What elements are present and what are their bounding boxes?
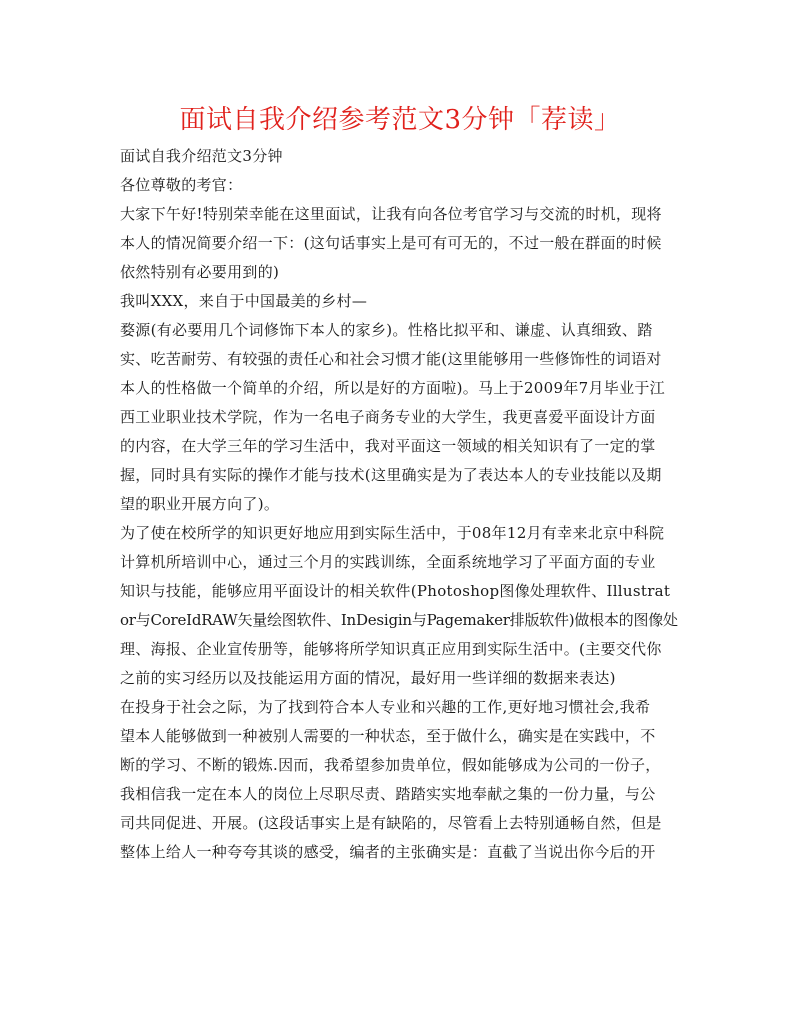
body-line: 的内容，在大学三年的学习生活中，我对平面这一领域的相关知识有了一定的掌 — [120, 437, 656, 455]
body-line: 为了使在校所学的知识更好地应用到实际生活中，于08年12月有幸来北京中科院 — [120, 524, 665, 542]
body-line: 实、吃苦耐劳、有较强的责任心和社会习惯才能(这里能够用一些修饰性的词语对 — [120, 350, 662, 368]
body-line: or与CoreIdRAW矢量绘图软件、InDesigin与Pagemaker排版软件)做根本的图像处 — [120, 611, 678, 629]
body-line: 计算机所培训中心，通过三个月的实践训练，全面系统地学习了平面方面的专业 — [120, 553, 656, 571]
body-line: 理、海报、企业宣传册等，能够将所学知识真正应用到实际生活中。(主要交代你 — [120, 640, 662, 658]
body-line: 本人的情况简要介绍一下：(这句话事实上是可有可无的，不过一般在群面的时候 — [120, 234, 662, 252]
body-line: 面试自我介绍范文3分钟 — [120, 147, 283, 165]
body-line: 依然特别有必要用到的) — [120, 263, 280, 281]
body-line: 之前的实习经历以及技能运用方面的情况，最好用一些详细的数据来表达) — [120, 669, 616, 687]
document-body — [120, 142, 680, 867]
body-line: 婺源(有必要用几个词修饰下本人的家乡)。性格比拟平和、谦虚、认真细致、踏 — [120, 321, 653, 339]
body-line: 握，同时具有实际的操作才能与技术(这里确实是为了表达本人的专业技能以及期 — [120, 466, 662, 484]
document-title: 面试自我介绍参考范文3分钟「荐读」 — [179, 105, 621, 135]
body-line: 知识与技能，能够应用平面设计的相关软件(Photoshop图像处理软件、Illustrat — [120, 582, 671, 600]
body-line: 在投身于社会之际，为了找到符合本人专业和兴趣的工作,更好地习惯社会,我希 — [120, 698, 651, 716]
body-line: 各位尊敬的考官： — [120, 176, 243, 194]
body-line: 断的学习、不断的锻炼.因而，我希望参加贵单位，假如能够成为公司的一份子， — [120, 756, 661, 774]
body-line: 整体上给人一种夸夸其谈的感受，编者的主张确实是：直截了当说出你今后的开 — [120, 843, 656, 861]
body-line: 西工业职业技术学院，作为一名电子商务专业的大学生，我更喜爱平面设计方面 — [120, 408, 656, 426]
body-line: 望本人能够做到一种被别人需要的一种状态，至于做什么，确实是在实践中，不 — [120, 727, 656, 745]
body-line: 大家下午好!特别荣幸能在这里面试，让我有向各位考官学习与交流的时机，现将 — [120, 205, 662, 223]
body-line: 本人的性格做一个简单的介绍，所以是好的方面啦)。马上于2009年7月毕业于江 — [120, 379, 665, 397]
body-line: 我相信我一定在本人的岗位上尽职尽责、踏踏实实地奉献之集的一份力量，与公 — [120, 785, 656, 803]
body-line: 望的职业开展方向了)。 — [120, 495, 280, 513]
body-line: 司共同促进、开展。(这段话事实上是有缺陷的，尽管看上去特别通畅自然，但是 — [120, 814, 662, 832]
body-line: 我叫XXX，来自于中国最美的乡村— — [120, 292, 368, 310]
